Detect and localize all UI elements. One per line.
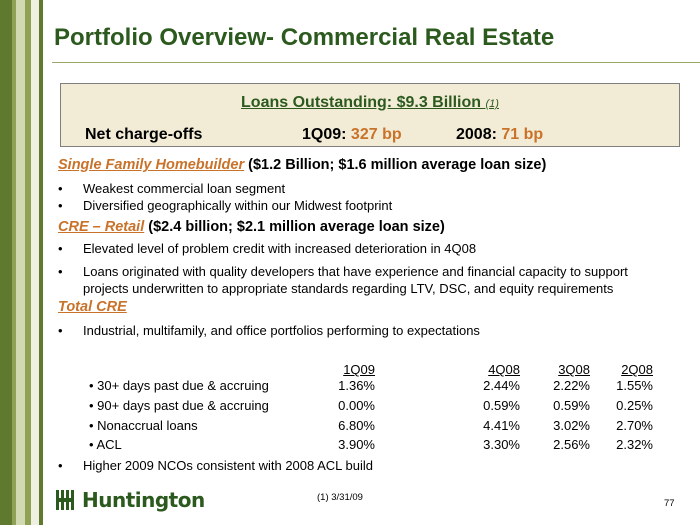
table-header-3q08: 3Q08 bbox=[558, 362, 590, 377]
nco-2008-value: 71 bp bbox=[501, 126, 544, 143]
nco-2008 bbox=[456, 126, 543, 144]
table-cell: 4.41% bbox=[483, 418, 520, 433]
page-number: 77 bbox=[664, 498, 675, 509]
summary-box bbox=[60, 83, 680, 147]
table-row-label: • ACL bbox=[89, 437, 122, 452]
loans-outstanding-text: Loans Outstanding: $9.3 Billion bbox=[241, 94, 486, 111]
section-sfh-heading bbox=[58, 157, 546, 173]
nco-1q09-value: 327 bp bbox=[350, 126, 402, 143]
huntington-logo-icon bbox=[56, 490, 78, 510]
table-cell: 3.02% bbox=[553, 418, 590, 433]
table-cell: 3.90% bbox=[338, 437, 375, 452]
table-header-4q08: 4Q08 bbox=[488, 362, 520, 377]
section-retail-heading bbox=[58, 219, 445, 235]
table-cell: 2.56% bbox=[553, 437, 590, 452]
section-sfh-detail: ($1.2 Billion; $1.6 million average loan size) bbox=[244, 157, 547, 173]
section-retail-detail: ($2.4 billion; $2.1 million average loan size) bbox=[144, 219, 445, 235]
table-cell: 0.00% bbox=[338, 398, 375, 413]
section-retail-title: CRE – Retail bbox=[58, 219, 145, 235]
nco-2008-label: 2008: bbox=[456, 126, 502, 143]
table-cell: 0.59% bbox=[483, 398, 520, 413]
loans-outstanding-note: (1) bbox=[485, 98, 499, 110]
table-cell: 2.32% bbox=[616, 437, 653, 452]
page-title: Portfolio Overview- Commercial Real Estate bbox=[54, 24, 555, 51]
title-divider bbox=[52, 62, 700, 63]
table-cell: 2.70% bbox=[616, 418, 653, 433]
table-header-1q09: 1Q09 bbox=[343, 362, 375, 377]
table-row-label: • 90+ days past due & accruing bbox=[89, 398, 269, 413]
footnote: (1) 3/31/09 bbox=[317, 492, 363, 503]
table-row-label: • 30+ days past due & accruing bbox=[89, 378, 269, 393]
huntington-logo-text: Huntington bbox=[82, 488, 205, 512]
side-stripes bbox=[0, 0, 45, 525]
table-cell: 3.30% bbox=[483, 437, 520, 452]
section-total-heading bbox=[58, 299, 127, 315]
table-header-2q08: 2Q08 bbox=[621, 362, 653, 377]
nco-1q09 bbox=[302, 126, 402, 144]
table-row-label: • Nonaccrual loans bbox=[89, 418, 198, 433]
table-cell: 1.55% bbox=[616, 378, 653, 393]
table-cell: 0.25% bbox=[616, 398, 653, 413]
section-sfh-title: Single Family Homebuilder bbox=[58, 157, 245, 173]
table-cell: 6.80% bbox=[338, 418, 375, 433]
table-cell: 2.44% bbox=[483, 378, 520, 393]
nco-label: Net charge-offs bbox=[85, 126, 203, 143]
nco-1q09-label: 1Q09: bbox=[302, 126, 351, 143]
table-cell: 0.59% bbox=[553, 398, 590, 413]
section-total-title: Total CRE bbox=[58, 299, 127, 315]
table-cell: 2.22% bbox=[553, 378, 590, 393]
table-cell: 1.36% bbox=[338, 378, 375, 393]
loans-outstanding-heading bbox=[61, 94, 679, 112]
